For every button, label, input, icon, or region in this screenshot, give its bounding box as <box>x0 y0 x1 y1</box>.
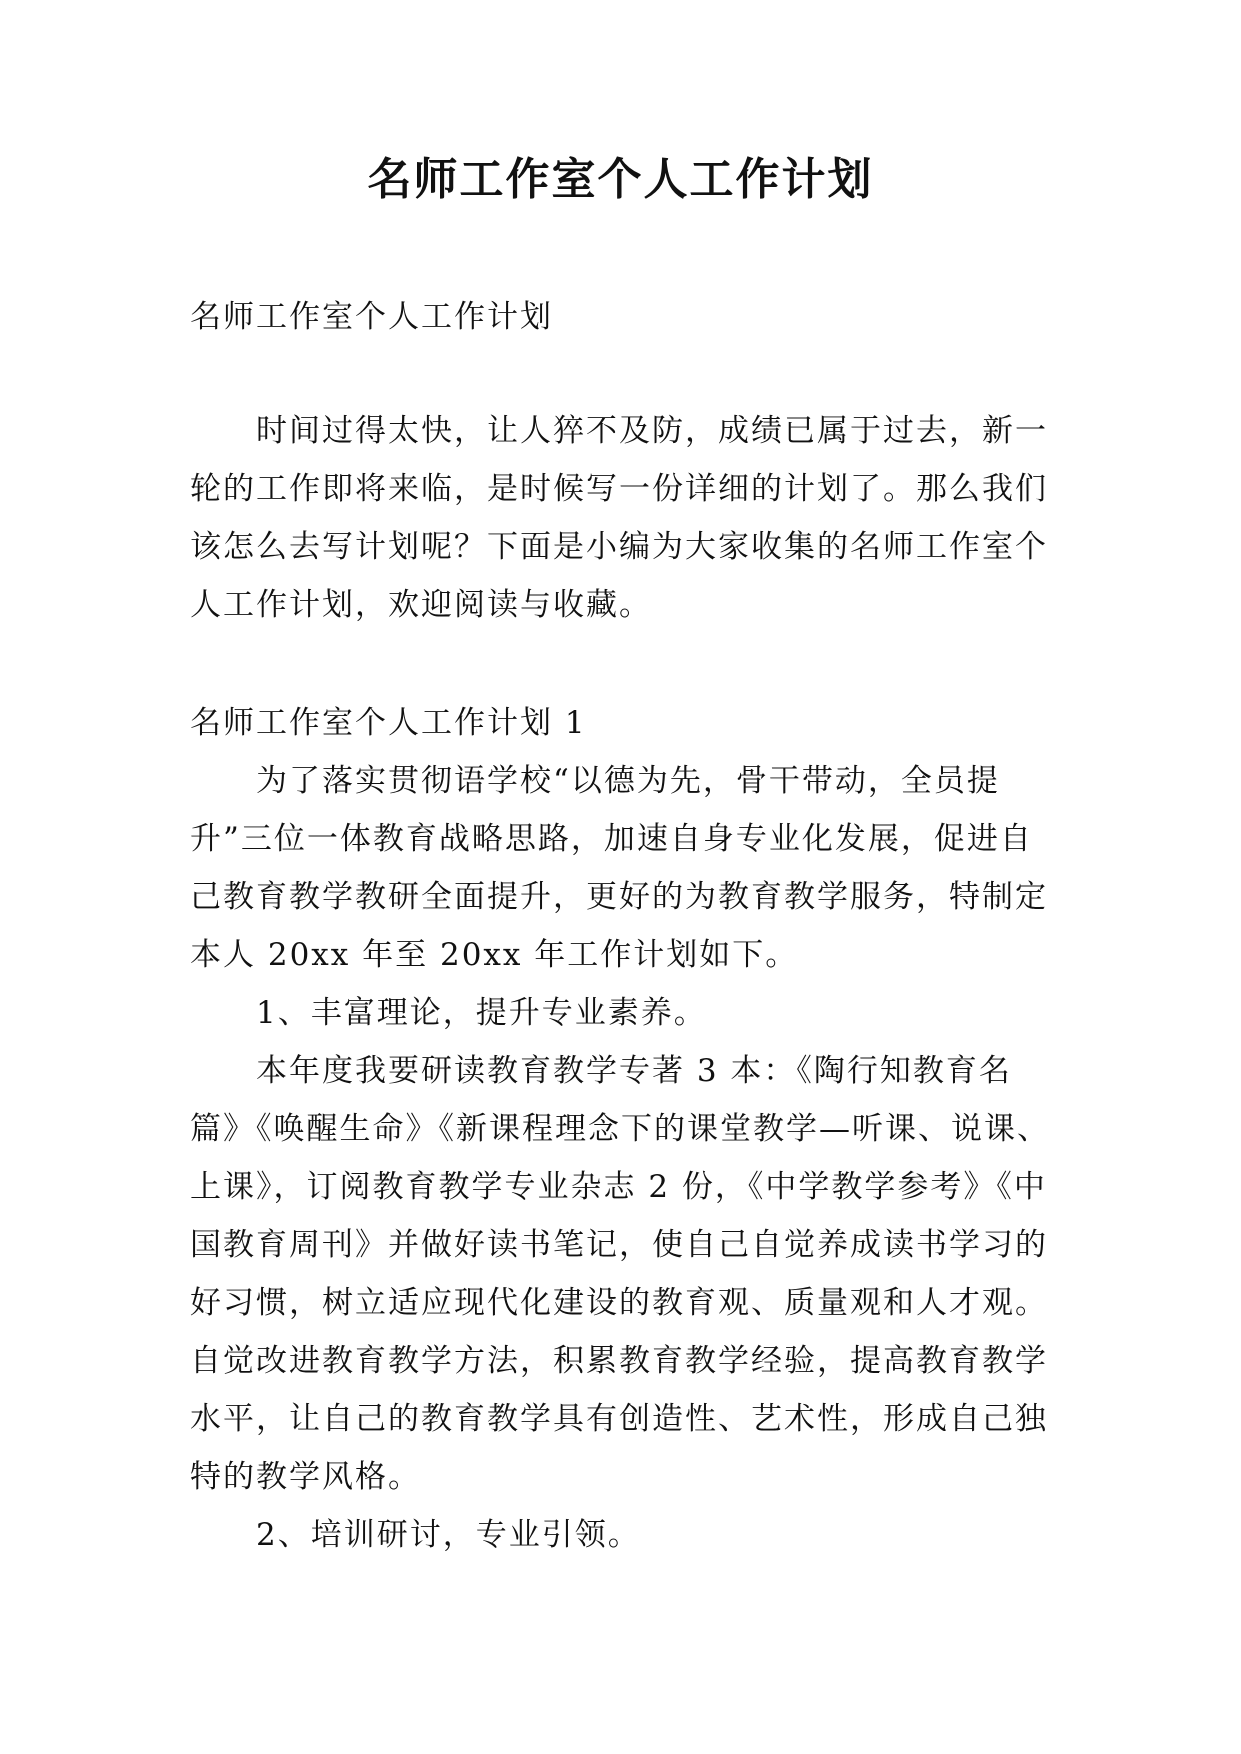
section-heading: 名师工作室个人工作计划 1 <box>190 705 587 741</box>
paragraph-2: 本年度我要研读教育教学专著 3 本：《陶行知教育名篇》《唤醒生命》《新课程理念下的课堂教学—听课、说课、上课》，订阅教育教学专业杂志 2 份，《中学教学参考》《中国教育周刊》并做好读书笔记，使自己自觉养成读书学习的好习惯，树立适应现代化建设的教育观、质量观和人才观。自觉改进教育教学方法，积累教育教学经验，提高教育教学水平，让自己的教育教学具有创造性、艺术性，形成自己独特的教学风格。 <box>190 1053 1050 1495</box>
paragraph-1: 为了落实贯彻语学校“以德为先，骨干带动，全员提升”三位一体教育战略思路，加速自身专业化发展，促进自己教育教学教研全面提升，更好的为教育教学服务，特制定本人 20xx 年至 20xx 年工作计划如下。 <box>190 763 1048 973</box>
list-item-1: 1、丰富理论，提升专业素养。 <box>256 995 707 1031</box>
document-title: 名师工作室个人工作计划 <box>367 154 874 205</box>
intro-paragraph: 时间过得太快，让人猝不及防，成绩已属于过去，新一轮的工作即将来临，是时候写一份详细的计划了。那么我们该怎么去写计划呢？下面是小编为大家收集的名师工作室个人工作计划，欢迎阅读与收藏。 <box>190 413 1048 623</box>
list-item-2: 2、培训研讨，专业引领。 <box>256 1517 641 1553</box>
document-subtitle: 名师工作室个人工作计划 <box>190 299 553 335</box>
